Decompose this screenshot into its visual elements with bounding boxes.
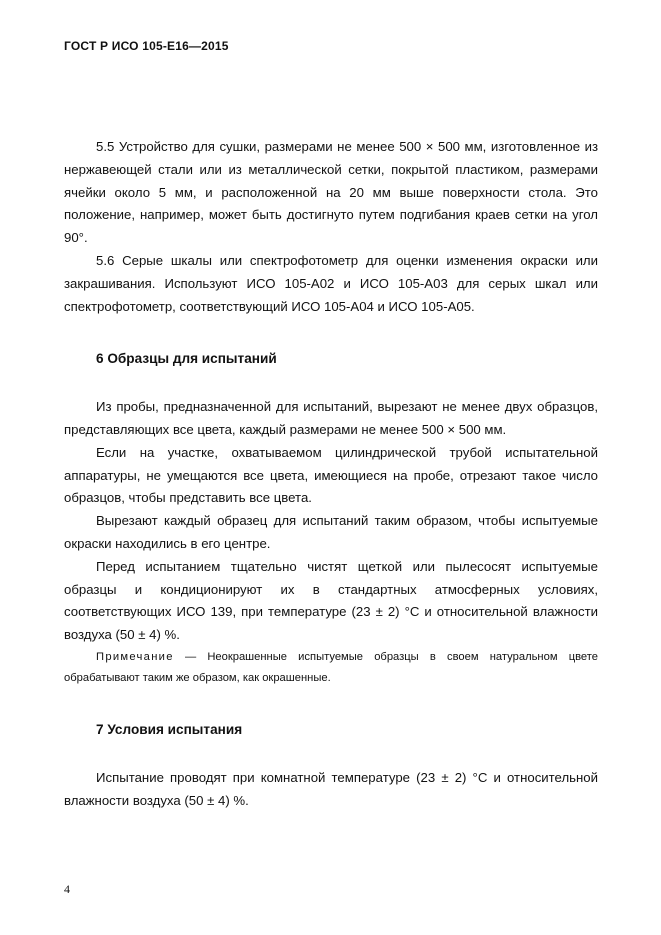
paragraph-5-6: 5.6 Серые шкалы или спектрофотометр для оценки изменения окраски или закрашивания. Используют ИСО 105-А02 и ИСО 105-А03 для серых шкал или спектрофотометр, соответствующий ИСО 105-А04 и ИСО 105-А05. [64,252,598,314]
page-number: 4 [64,882,70,896]
section-6-heading: 6 Образцы для испытаний [96,351,277,367]
note-text: — Неокрашенные испытуемые образцы в своем натуральном цвете обрабатывают таким же образом, как окрашенные. [64,650,598,684]
note-label: Примечание [96,650,174,663]
note [64,647,598,689]
section-6-paragraph: Из пробы, предназначенной для испытаний, вырезают не менее двух образцов, представляющих все цвета, каждый размерами не менее 500 × 500 мм. [64,399,598,437]
document-body [64,136,598,812]
section-7-paragraph: Испытание проводят при комнатной температуре (23 ± 2) °С и относительной влажности воздуха (50 ± 4) %. [64,769,598,808]
section-6-paragraph: Если на участке, охватываемом цилиндрической трубой испытательной аппаратуры, не умещаются все цвета, имеющиеся на пробе, отрезают такое число образцов, чтобы представить все цвета. [64,444,598,506]
document-header: ГОСТ Р ИСО 105-Е16—2015 [64,39,229,53]
section-7-heading: 7 Условия испытания [96,721,243,737]
section-6-paragraph: Перед испытанием тщательно чистят щеткой или пылесосят испытуемые образцы и кондиционируют их в стандартных атмосферных условиях, соответствующих ИСО 139, при температуре (23 ± 2) °С и относительной влажности воздуха (50 ± 4) %. [64,558,598,643]
paragraph-5-5: 5.5 Устройство для сушки, размерами не менее 500 × 500 мм, изготовленное из нержавеющей стали или из металлической сетки, покрытой пластиком, размерами ячейки около 5 мм, и расположенной на 20 мм выше поверхности стола. Это положение, например, может быть достигнуто путем подгибания краев сетки на угол 90°. [64,139,598,246]
section-6-paragraph: Вырезают каждый образец для испытаний таким образом, чтобы испытуемые окраски находились в его центре. [64,513,598,551]
